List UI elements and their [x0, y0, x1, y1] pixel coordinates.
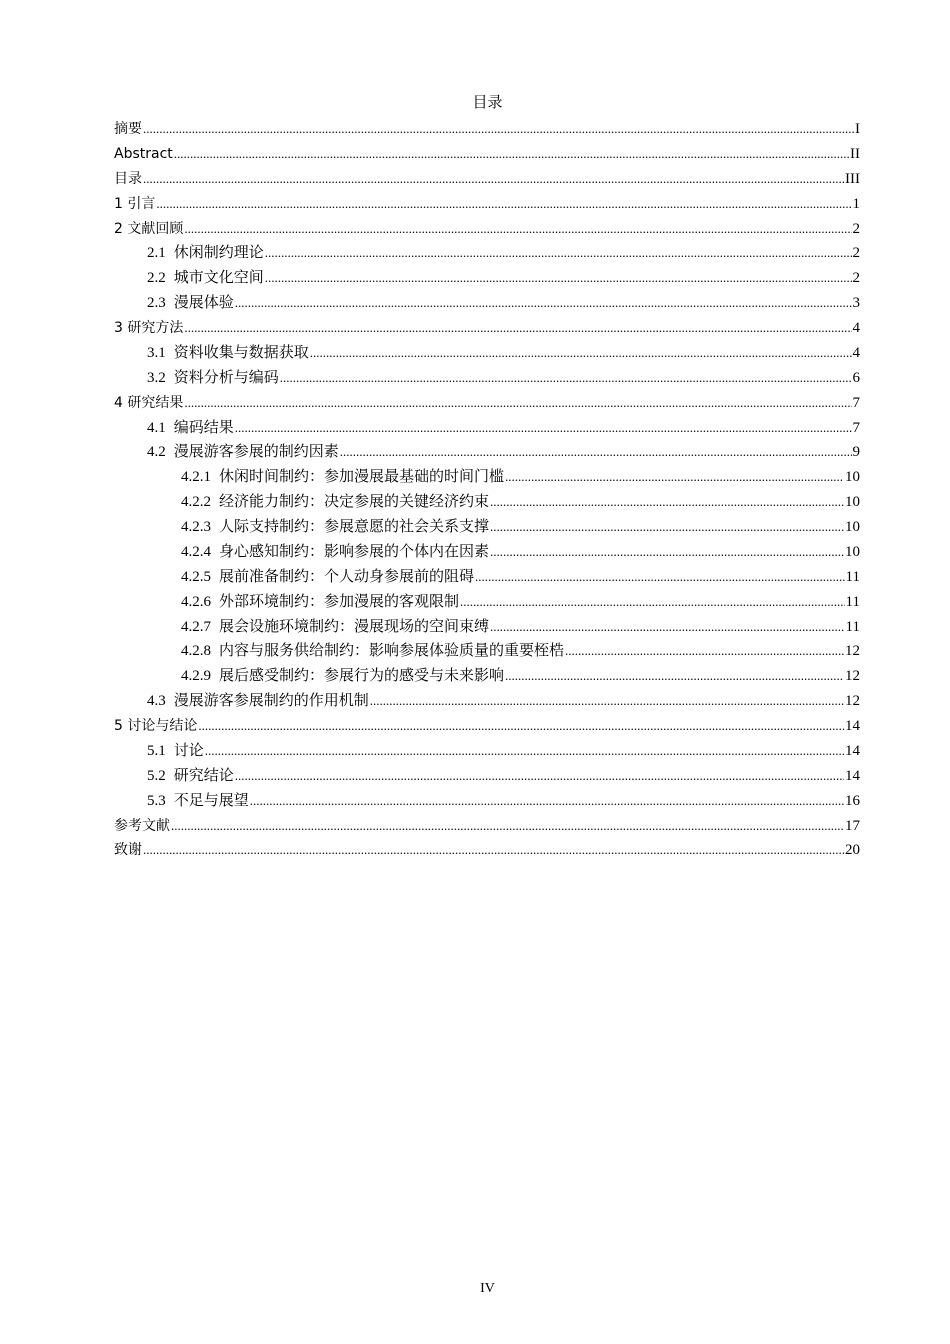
toc-entry-page: 14 [845, 718, 860, 734]
toc-entry-page: III [845, 170, 860, 187]
toc-entry-number: 4.2.9 [181, 668, 211, 685]
toc-entry[interactable] [114, 515, 860, 540]
toc-dot-leader [475, 565, 845, 590]
toc-entry[interactable] [114, 217, 860, 242]
toc-entry[interactable] [114, 789, 860, 814]
toc-entry-number: 4.2.8 [181, 643, 211, 660]
toc-entry-title: 目录 [114, 170, 142, 187]
toc-entry-title: 内容与服务供给制约：影响参展体验质量的重要桎梏 [219, 643, 565, 660]
toc-entry[interactable] [114, 366, 860, 391]
toc-entry-number: 4.2.7 [181, 618, 211, 635]
toc-dot-leader [310, 341, 852, 366]
toc-entry-title: 参考文献 [114, 817, 170, 834]
toc-dot-leader [490, 540, 844, 565]
toc-entry-title: 漫展游客参展的制约因素 [173, 444, 339, 461]
toc-entry-page: 20 [845, 842, 860, 859]
toc-entry[interactable] [114, 192, 860, 217]
toc-entry-page: 1 [852, 195, 860, 212]
toc-entry-number: 2.3 [147, 295, 166, 312]
toc-entry-title: 人际支持制约：参展意愿的社会关系支撑 [219, 519, 490, 535]
toc-dot-leader [505, 664, 844, 689]
toc-entry[interactable] [114, 540, 860, 565]
toc-entry-title: 经济能力制约：决定参展的关键经济约束 [219, 494, 490, 511]
toc-entry-title: 休闲制约理论 [173, 245, 264, 262]
toc-entry-number: 4.2.5 [181, 568, 211, 585]
toc-entry-number: 3.1 [147, 344, 166, 361]
toc-dot-leader [143, 117, 854, 142]
toc-entry[interactable] [114, 714, 860, 739]
toc-dot-leader [235, 764, 844, 789]
toc-entry-title: 资料分析与编码 [173, 369, 279, 386]
toc-entry-page: 11 [845, 618, 860, 635]
page-number: IV [480, 1281, 495, 1296]
toc-dot-leader [143, 838, 844, 863]
toc-entry[interactable] [114, 391, 860, 416]
toc-entry[interactable] [114, 266, 860, 291]
toc-entry-number: 4.2.2 [181, 494, 211, 511]
toc-dot-leader [250, 789, 844, 814]
toc-entry-page: 12 [845, 643, 860, 660]
toc-entry[interactable] [114, 814, 860, 839]
toc-entry-page: 17 [845, 817, 860, 834]
toc-entry[interactable] [114, 316, 860, 341]
toc-entry-page: 12 [845, 693, 860, 710]
toc-entry-number: 4.2 [147, 444, 166, 461]
toc-entry-number: 2.2 [147, 270, 166, 287]
toc-entry[interactable] [114, 838, 860, 863]
toc-entry-title: 展前准备制约：个人动身参展前的阻碍 [219, 568, 475, 585]
toc-entry[interactable] [114, 416, 860, 441]
toc-dot-leader [184, 316, 851, 341]
toc-entry-title: 2 文献回顾 [114, 220, 184, 237]
toc-entry-page: 3 [852, 295, 860, 312]
toc-entry[interactable] [114, 490, 860, 515]
toc-entry-number: 5.3 [147, 792, 166, 809]
toc-dot-leader [184, 217, 851, 242]
toc-entry-page: 10 [845, 494, 860, 511]
toc-entry-page: 4 [852, 344, 860, 361]
toc-entry-page: 6 [852, 369, 860, 386]
toc-dot-leader [198, 714, 844, 739]
toc-dot-leader [505, 465, 844, 490]
toc-entry[interactable] [114, 615, 860, 640]
toc-entry-title: 摘要 [114, 121, 142, 137]
toc-entry-title: 休闲时间制约：参加漫展最基础的时间门槛 [219, 469, 505, 486]
toc-entry-title: 展后感受制约：参展行为的感受与未来影响 [219, 668, 505, 685]
toc-entry-page: 16 [845, 792, 860, 809]
toc-dot-leader [205, 739, 844, 764]
toc-entry-number: 4.3 [147, 693, 166, 710]
toc-entry-page: 12 [845, 668, 860, 685]
toc-entry-page: 4 [852, 320, 860, 336]
toc-entry-number: 4.2.1 [181, 469, 211, 486]
toc-dot-leader [460, 590, 845, 615]
toc-entry-title: 讨论 [173, 742, 204, 759]
toc-entry-page: 2 [852, 245, 860, 262]
toc-entry-page: 14 [845, 742, 860, 759]
toc-entry-page: 10 [845, 519, 860, 535]
toc-entry-page: 11 [845, 568, 860, 585]
toc-dot-leader [171, 814, 844, 839]
toc-entry-page: 10 [845, 469, 860, 486]
toc-dot-leader [156, 192, 851, 217]
toc-entry-title: 城市文化空间 [173, 270, 264, 287]
toc-entry[interactable] [114, 764, 860, 789]
toc-entry-title: 5 讨论与结论 [114, 718, 198, 734]
toc-entry-title: 漫展体验 [173, 295, 234, 312]
toc-entry-page: 2 [852, 270, 860, 287]
toc-entry[interactable] [114, 465, 860, 490]
toc-entry[interactable] [114, 739, 860, 764]
toc-entry-title: 资料收集与数据获取 [173, 344, 309, 361]
toc-entry-number: 5.1 [147, 742, 166, 759]
toc-dot-leader [235, 416, 852, 441]
toc-entry[interactable] [114, 689, 860, 714]
toc-entry-number: 4.1 [147, 419, 166, 436]
toc-dot-leader [340, 440, 852, 465]
toc-entry-page: 7 [852, 419, 860, 436]
toc-entry-title: 3 研究方法 [114, 320, 184, 336]
toc-entry-title: 1 引言 [114, 195, 156, 212]
toc-entry[interactable] [114, 117, 860, 142]
toc-dot-leader [174, 142, 849, 167]
toc-entry-number: 5.2 [147, 767, 166, 784]
toc-entry-title: 编码结果 [173, 419, 234, 436]
toc-entry-page: I [855, 121, 860, 137]
page-title: 目录 [472, 95, 503, 111]
table-of-contents [114, 117, 860, 863]
toc-entry[interactable] [114, 167, 860, 192]
toc-entry[interactable] [114, 590, 860, 615]
toc-entry-number: 3.2 [147, 369, 166, 386]
toc-entry-title: 致谢 [114, 842, 142, 859]
toc-dot-leader [265, 266, 852, 291]
toc-entry-title: 研究结论 [173, 767, 234, 784]
toc-entry-number: 4.2.4 [181, 543, 211, 560]
toc-entry-page: 11 [845, 593, 860, 610]
toc-dot-leader [235, 291, 852, 316]
toc-entry[interactable] [114, 565, 860, 590]
toc-entry[interactable] [114, 440, 860, 465]
toc-dot-leader [565, 639, 844, 664]
toc-entry-title: 展会设施环境制约：漫展现场的空间束缚 [219, 618, 490, 635]
toc-dot-leader [184, 391, 851, 416]
toc-entry[interactable] [114, 291, 860, 316]
toc-entry-number: 4.2.6 [181, 593, 211, 610]
toc-entry-page: 9 [852, 444, 860, 461]
toc-entry-number: 2.1 [147, 245, 166, 262]
toc-dot-leader [143, 167, 844, 192]
toc-dot-leader [490, 490, 844, 515]
toc-entry-title: Abstract [114, 145, 173, 162]
toc-entry-title: 外部环境制约：参加漫展的客观限制 [219, 593, 460, 610]
toc-entry-page: 10 [845, 543, 860, 560]
toc-dot-leader [280, 366, 852, 391]
toc-entry-number: 4.2.3 [181, 519, 211, 535]
toc-entry-title: 身心感知制约：影响参展的个体内在因素 [219, 543, 490, 560]
toc-entry[interactable] [114, 241, 860, 266]
toc-dot-leader [490, 615, 845, 640]
toc-entry-title: 漫展游客参展制约的作用机制 [173, 693, 369, 710]
toc-entry-title: 4 研究结果 [114, 394, 184, 411]
toc-dot-leader [490, 515, 844, 540]
toc-entry[interactable] [114, 639, 860, 664]
toc-entry[interactable] [114, 341, 860, 366]
toc-entry-page: 14 [845, 767, 860, 784]
toc-entry[interactable] [114, 664, 860, 689]
toc-entry-page: 7 [852, 394, 860, 411]
toc-dot-leader [265, 241, 852, 266]
toc-entry-page: 2 [852, 220, 860, 237]
toc-entry-title: 不足与展望 [173, 792, 249, 809]
toc-dot-leader [370, 689, 844, 714]
toc-entry[interactable] [114, 142, 860, 167]
toc-entry-page: II [850, 145, 860, 162]
